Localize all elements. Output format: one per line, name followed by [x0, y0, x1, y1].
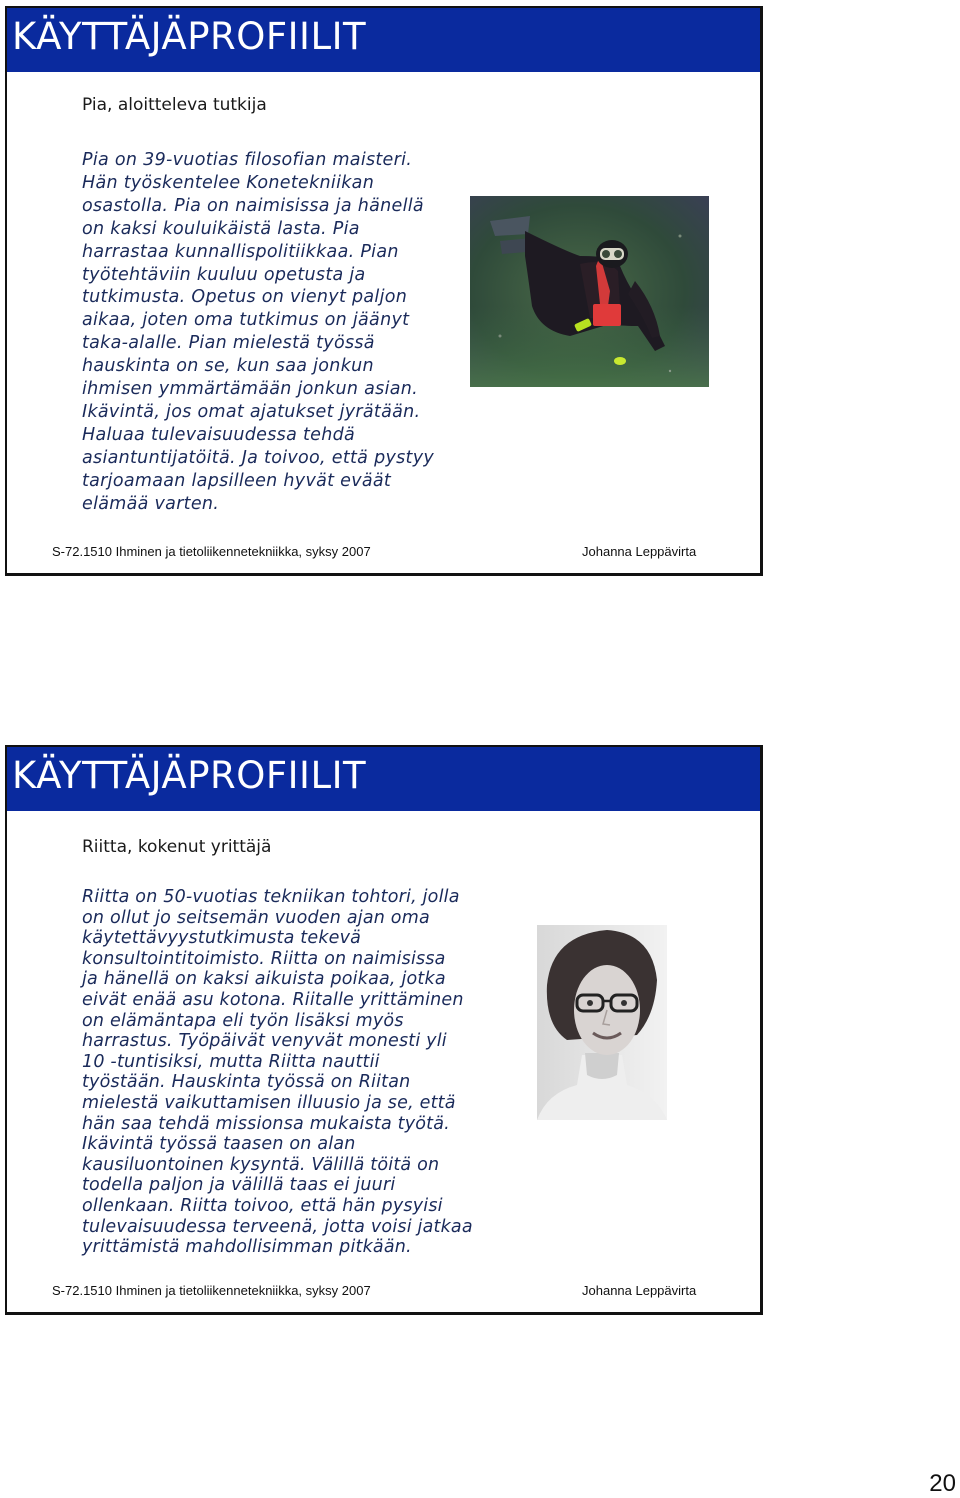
author-footer: Johanna Leppävirta	[582, 1283, 697, 1298]
text-line: tulevaisuudessa terveenä, jotta voisi jatkaa	[82, 1216, 473, 1237]
text-line: Haluaa tulevaisuudessa tehdä	[82, 424, 356, 445]
slide-header	[7, 747, 760, 811]
course-footer: S-72.1510 Ihminen ja tietoliikennetekniikka, syksy 2007	[52, 544, 371, 559]
slide-title: KÄYTTÄJÄPROFIILIT	[12, 754, 367, 797]
text-line: yrittämistä mahdollisimman pitkään.	[82, 1237, 412, 1258]
text-line: harrastus. Työpäivät venyvät monesti yli	[82, 1031, 447, 1052]
profile-description	[82, 149, 434, 516]
text-line: Pia on 39-vuotias filosofian maisteri.	[82, 150, 413, 170]
profile-description	[82, 887, 473, 1258]
text-line: ja hänellä on kaksi aikuista poikaa, jotka	[82, 969, 446, 990]
portrait-illustration	[537, 925, 667, 1120]
profile-name: Pia, aloitteleva tutkija	[82, 95, 267, 115]
profile-name: Riitta, kokenut yrittäjä	[82, 837, 272, 857]
text-line: työtehtäviin kuuluu opetusta ja	[82, 264, 366, 285]
text-line: todella paljon ja välillä taas ei juuri	[82, 1175, 396, 1196]
text-line: eivät enää asu kotona. Riitalle yrittäminen	[82, 989, 464, 1010]
text-line: kausiluontoinen kysyntä. Välillä töitä on	[82, 1154, 440, 1175]
portrait-photo	[537, 925, 667, 1120]
text-line: hän saa tehdä missionsa mukaista työtä.	[82, 1113, 450, 1134]
text-line: mielestä vaikuttamisen illuusio ja se, että	[82, 1092, 456, 1113]
course-footer: S-72.1510 Ihminen ja tietoliikennetekniikka, syksy 2007	[52, 1283, 371, 1298]
text-line: konsultointitoimisto. Riitta on naimisissa	[82, 948, 446, 969]
diver-illustration	[470, 196, 709, 387]
text-line: on ollut jo seitsemän vuoden ajan oma	[82, 907, 430, 928]
text-line: tarjoamaan lapsilleen hyvät eväät	[82, 470, 392, 491]
text-line: on elämäntapa eli työn lisäksi myös	[82, 1010, 404, 1031]
text-line: asiantuntijatöitä. Ja toivoo, että pystyy	[82, 447, 435, 468]
text-line: aikaa, joten oma tutkimus on jäänyt	[82, 310, 410, 331]
text-line: Hän työskentelee Konetekniikan	[82, 172, 375, 193]
text-line: on kaksi kouluikäistä lasta. Pia	[82, 218, 360, 239]
text-line: hauskinta on se, kun saa jonkun	[82, 356, 374, 377]
slide-2	[5, 745, 763, 1315]
slide-1	[5, 6, 763, 576]
text-line: harrastaa kunnallispolitiikkaa. Pian	[82, 241, 399, 262]
author-footer: Johanna Leppävirta	[582, 544, 697, 559]
text-line: työstään. Hauskinta työssä on Riitan	[82, 1072, 411, 1093]
slide-title: KÄYTTÄJÄPROFIILIT	[12, 15, 367, 58]
text-line: Ikävintä, jos omat ajatukset jyrätään.	[82, 401, 421, 422]
text-line: taka-alalle. Pian mielestä työssä	[82, 333, 375, 354]
text-line: 10 -tuntisiksi, mutta Riitta nauttii	[82, 1051, 380, 1072]
text-line: osastolla. Pia on naimisissa ja hänellä	[82, 195, 424, 216]
text-line: Riitta on 50-vuotias tekniikan tohtori, jolla	[82, 887, 460, 907]
page-number: 20	[929, 1470, 956, 1497]
text-line: ihmisen ymmärtämään jonkun asian.	[82, 379, 419, 400]
text-line: tutkimusta. Opetus on vienyt paljon	[82, 287, 408, 308]
text-line: Ikävintä työssä taasen on alan	[82, 1134, 356, 1155]
slide-header	[7, 8, 760, 72]
text-line: ollenkaan. Riitta toivoo, että hän pysyisi	[82, 1195, 443, 1216]
text-line: elämää varten.	[82, 493, 220, 514]
diver-photo	[470, 196, 709, 387]
text-line: käytettävyystutkimusta tekevä	[82, 928, 362, 949]
